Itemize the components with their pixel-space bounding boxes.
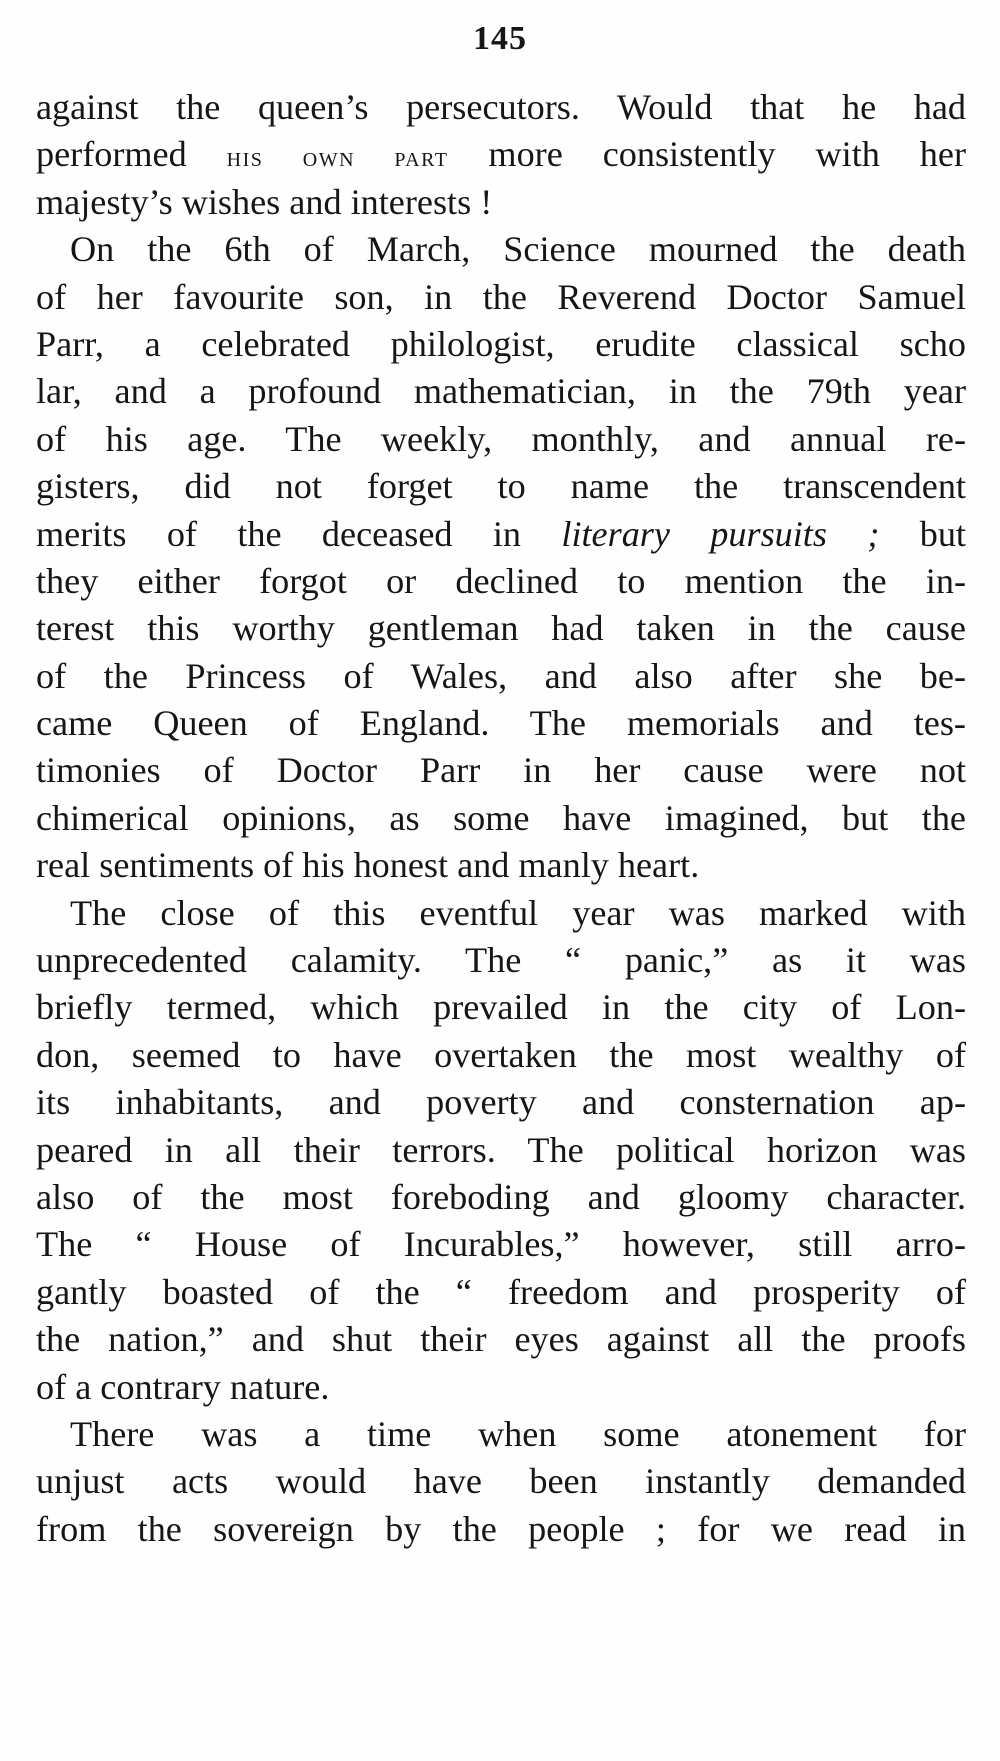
text-line: came Queen of England. The memorials and tes- — [36, 703, 966, 744]
text-line: Parr, a celebrated philologist, erudite classical scho — [36, 323, 966, 364]
text-line: of a contrary nature. — [36, 1366, 330, 1407]
text-line: real sentiments of his honest and manly heart. — [36, 845, 700, 886]
text-line: from the sovereign by the people ; for we read in — [36, 1508, 966, 1549]
text-line: The close of this eventful year was marked with — [70, 892, 966, 933]
paragraph — [36, 84, 966, 226]
paragraph — [36, 1411, 966, 1553]
text-line: of his age. The weekly, monthly, and annual re- — [36, 418, 966, 459]
text-line: briefly termed, which prevailed in the city of Lon- — [36, 987, 966, 1028]
text-line: The “ House of Incurables,” however, still arro- — [36, 1224, 966, 1265]
text-line: of her favourite son, in the Reverend Doctor Samuel — [36, 276, 966, 317]
text-line: the nation,” and shut their eyes against all the proofs — [36, 1319, 966, 1360]
text-line: also of the most foreboding and gloomy character. — [36, 1176, 966, 1217]
text-line: chimerical opinions, as some have imagined, but the — [36, 797, 966, 838]
text-line: gantly boasted of the “ freedom and prosperity of — [36, 1271, 966, 1312]
text-line: lar, and a profound mathematician, in the 79th year — [36, 371, 966, 412]
small-caps-text: his own part — [226, 142, 449, 174]
paragraph — [36, 226, 966, 889]
text-line: unjust acts would have been instantly demanded — [36, 1461, 966, 1502]
text-line: they either forgot or declined to mention the in- — [36, 560, 966, 601]
paragraph — [36, 890, 966, 1411]
page-number: 145 — [473, 20, 527, 57]
italic-text: literary pursuits ; — [561, 513, 880, 554]
text-line: merits of the deceased in literary pursuits ; but — [36, 513, 966, 554]
text-line: don, seemed to have overtaken the most wealthy of — [36, 1034, 966, 1075]
text-line: timonies of Doctor Parr in her cause were not — [36, 750, 966, 791]
text-line: its inhabitants, and poverty and consternation ap- — [36, 1082, 966, 1123]
text-line: On the 6th of March, Science mourned the death — [70, 229, 966, 270]
text-line: of the Princess of Wales, and also after she be- — [36, 655, 966, 696]
text-line: unprecedented calamity. The “ panic,” as it was — [36, 940, 966, 981]
body-text — [36, 84, 966, 1553]
text-line: gisters, did not forget to name the transcendent — [36, 466, 966, 507]
text-line: terest this worthy gentleman had taken in the cause — [36, 608, 966, 649]
text-line: There was a time when some atonement for — [70, 1413, 966, 1454]
text-line: peared in all their terrors. The political horizon was — [36, 1129, 966, 1170]
text-line: performed his own part more consistently with her — [36, 134, 966, 175]
text-line: majesty’s wishes and interests ! — [36, 181, 493, 222]
text-line: against the queen’s persecutors. Would that he had — [36, 87, 966, 127]
